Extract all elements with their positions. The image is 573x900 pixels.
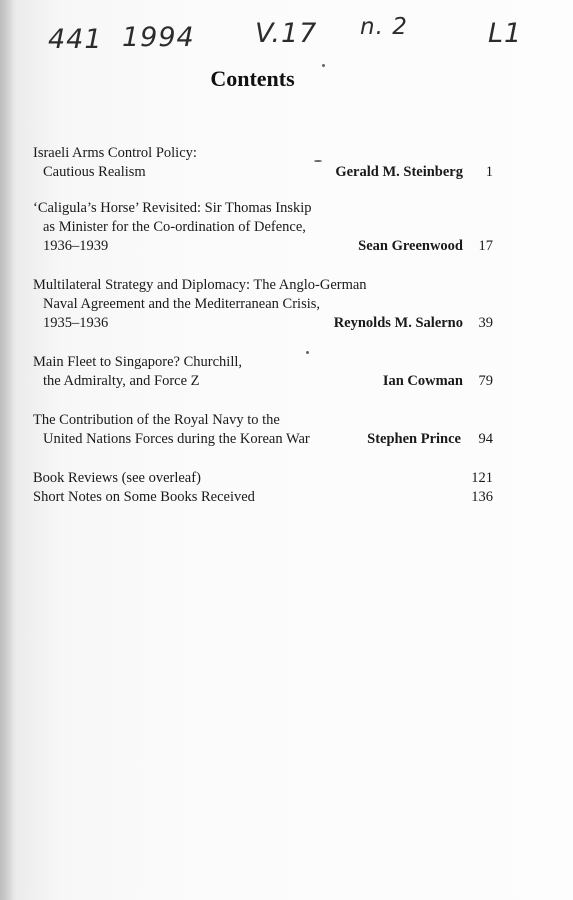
scan-speck	[314, 160, 322, 162]
entry-title-text: United Nations Forces during the Korean War	[43, 431, 310, 447]
scan-speck	[306, 351, 309, 354]
toc-misc-row	[33, 488, 493, 507]
handwritten-mark: L1	[488, 18, 523, 49]
toc-entry	[33, 411, 493, 449]
toc-entry	[33, 276, 493, 333]
entry-page-number: 94	[478, 431, 493, 447]
entry-title-text: 1936–1939	[43, 238, 109, 254]
entry-title-line: Naval Agreement and the Mediterranean Crisis,	[43, 296, 321, 312]
entry-author: Sean Greenwood	[358, 238, 463, 254]
misc-page-number: 121	[471, 470, 493, 486]
entry-title-text: Cautious Realism	[43, 164, 146, 180]
entry-author: Ian Cowman	[382, 373, 463, 389]
entry-page-number: 1	[485, 164, 493, 180]
entry-title-text: the Admiralty, and Force Z	[43, 373, 200, 389]
misc-label: Short Notes on Some Books Received	[33, 489, 255, 505]
toc-entry	[33, 144, 493, 182]
entry-page-number: 79	[478, 373, 493, 389]
entry-title-line-last	[33, 163, 493, 182]
entry-page-number: 39	[478, 315, 493, 331]
entry-author: Reynolds M. Salerno	[333, 315, 463, 331]
toc-entry	[33, 353, 493, 391]
handwritten-year: 1994	[122, 22, 195, 53]
handwritten-volume: V.17	[255, 18, 318, 49]
misc-label: Book Reviews (see overleaf)	[33, 470, 201, 486]
toc-entry	[33, 199, 493, 256]
handwritten-number: 441	[48, 24, 103, 55]
entry-title-line: Multilateral Strategy and Diplomacy: The Anglo-German	[33, 277, 367, 293]
entry-title-text: 1935–1936	[43, 315, 109, 331]
entry-page-number: 17	[478, 238, 493, 254]
entry-title-line: The Contribution of the Royal Navy to the	[33, 412, 280, 428]
misc-page-number: 136	[471, 489, 493, 505]
entry-title-line: as Minister for the Co-ordination of Defence,	[43, 219, 306, 235]
entry-title-line-last	[33, 314, 493, 333]
page-title: Contents	[210, 66, 295, 91]
entry-title-line: ‘Caligula’s Horse’ Revisited: Sir Thomas Inskip	[33, 200, 312, 216]
entry-title-line-last	[33, 237, 493, 256]
entry-title-line: Main Fleet to Singapore? Churchill,	[33, 354, 243, 370]
entry-author: Stephen Prince	[367, 431, 461, 447]
entry-author: Gerald M. Steinberg	[335, 164, 463, 180]
entry-title-line: Israeli Arms Control Policy:	[33, 145, 197, 161]
toc-misc-row	[33, 469, 493, 488]
scan-speck	[322, 64, 325, 67]
handwritten-issue: n. 2	[360, 14, 408, 40]
entry-title-line-last	[33, 372, 493, 391]
toc-misc-section	[33, 469, 493, 507]
page-binding-shadow	[0, 0, 14, 900]
entry-title-line-last	[33, 430, 493, 449]
